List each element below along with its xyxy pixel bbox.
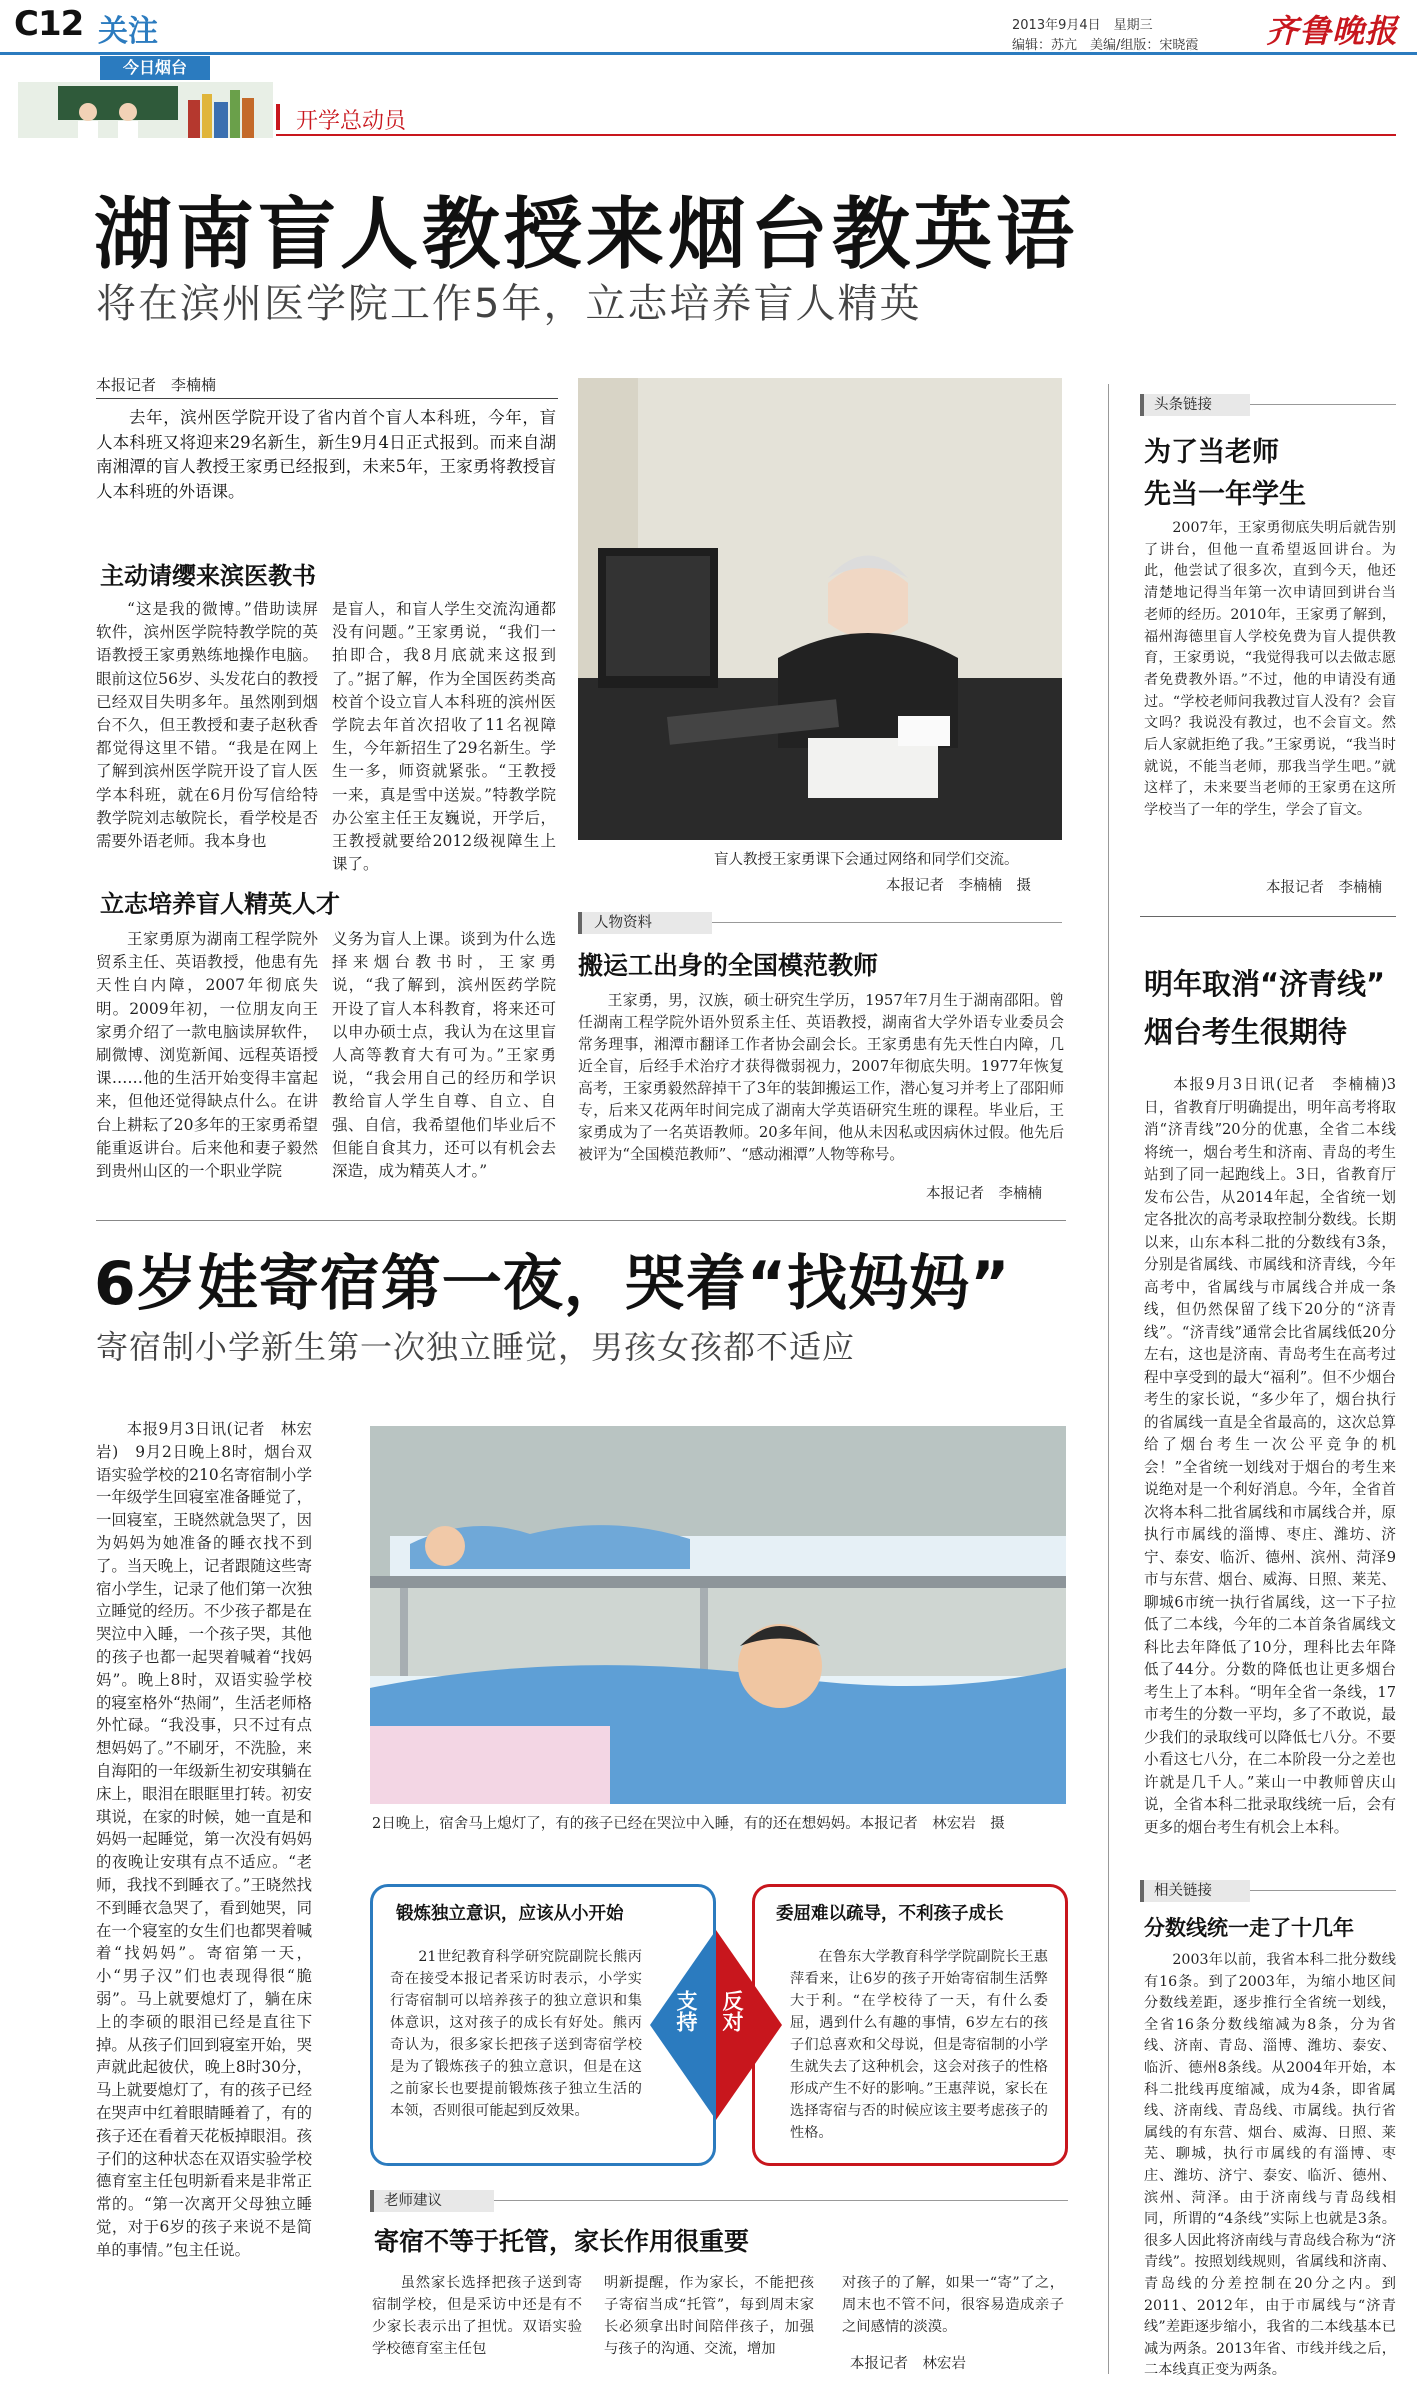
subsection-tab: 今日烟台 [100,56,210,80]
related-tag [1140,1880,1250,1902]
article1-title: 湖南盲人教授来烟台教英语 [94,190,1079,280]
sidebar1-tag-rule [1250,404,1396,405]
sidebar1-tag-label: 头条链接 [1154,397,1212,413]
professor-photo-credit: 本报记者 李楠楠 摄 [886,878,1031,894]
profile-credit: 本报记者 李楠楠 [926,1186,1042,1202]
advice-credit: 本报记者 林宏岩 [850,2356,966,2372]
section1-col-b: 是盲人，和盲人学生交流沟通都没有问题。”王家勇说，“我们一拍即合，我8月底就来这报到了。”据了解，作为全国医药类高校首个设立盲人本科班的滨州医学院去年首次招收了11名视障生，今年新招生了29名新生。学生一多，师资就紧张。“王教授一来，真是雪中送炭。”特教学院办公室主任王友巍说，开学后，王教授就要给2012级视障生上课了。 [332,600,556,874]
section2-heading: 立志培养盲人精英人才 [100,890,340,918]
page-number: C12 [14,4,84,44]
advice-col-c: 对孩子的了解，如果一“寄”了之，周末也不管不问，很容易造成亲子之间感情的淡漠。 [842,2275,1064,2335]
sidebar2-text: 本报9月3日讯(记者 李楠楠)3日，省教育厅明确提出，明年高考将取消“济青线”20分的优惠，全省二本线将统一，烟台考生和济南、青岛的考生站到了同一起跑线上。3日，省教育厅发布公告，从2014年起，全省统一划定各批次的高考录取控制分数线。长期以来，山东本科二批的分数线有3条，分别是省属线、市属线和济青线，今年高考中，省属线与市属线合并成一条线，但仍然保留了线下20分的“济青线”。“济青线”通常会比省属线低20分左右，这也是济南、青岛考生在高考过程中享受到的最大“福利”。但不少烟台考生的家长说，“多少年了，烟台执行的省属线一直是全省最高的，这次总算给了烟台考生一次公平竞争的机会！”全省统一划线对于烟台的考生来说绝对是一个利好消息。今年，全省首次将本科二批省属线和市属线合并，原执行市属线的淄博、枣庄、潍坊、济宁、泰安、临沂、德州、滨州、菏泽9市与东营、烟台、威海、日照、莱芜、聊城6市统一执行省属线，这一下子拉低了二本线，今年的二本首条省属线文科比去年降低了10分，理科比去年降低了44分。分数的降低也让更多烟台考生上了本科。“明年全省一条线，17市考生的分数一平均，多了不敢说，最少我们的录取线可以降低七八分。不要小看这七八分，在二本阶段一分之差也许就是几千人。”莱山一中教师曾庆山说，全省本科二批录取线统一后，会有更多的烟台考生有机会上本科。 [1144,1076,1396,1836]
sidebar1-credit: 本报记者 李楠楠 [1266,880,1382,896]
related-tag-label: 相关链接 [1154,1883,1212,1899]
related-text: 2003年以前，我省本科二批分数线有16条。到了2003年，为缩小地区间分数线差距，逐步推行全省统一划线，全省16条分数线缩减为8条，分为省线、济南、青岛、淄博、潍坊、泰安、临沂、德州8条线。从2004年开始，本科二批线再度缩减，成为4条，即省属线、济南线、青岛线、市属线。执行省属线的有东营、烟台、威海、日照、莱芜、聊城，执行市属线的有淄博、枣庄、潍坊、济宁、泰安、临沂、德州、滨州、菏泽。由于济南线与青岛线相同，所谓的“4条线”实际上也就是3条。很多人因此将济南线与青岛线合称为“济青线”。按照划线规则，省属线和济南、青岛线的分差控制在20分之内。到2011、2012年，由于市属线与“济青线”差距逐步缩小，我省的二本线基本已减为两条。2013年省、市线并线之后，二本线真正变为两条。 [1144,1952,1396,2379]
section2-col-a: 王家勇原为湖南工程学院外贸系主任、英语教授，他患有先天性白内障，2007年彻底失明。2009年初，一位朋友向王家勇介绍了一款电脑读屏软件，刷微博、浏览新闻、远程英语授课……他的生活开始变得丰富起来，但他还觉得缺点什么。在讲台上耕耘了20多年的王家勇希望能重返讲台。后来他和妻子毅然到贵州山区的一个职业学院 [96,930,318,1181]
oppose-label: 反对 [720,1990,744,2032]
support-text: 21世纪教育科学研究院副院长熊丙奇在接受本报记者采访时表示，小学实行寄宿制可以培养孩子的独立意识和集体意识，这对孩子的成长有好处。熊丙奇认为，很多家长把孩子送到寄宿学校是为了锻炼孩子的独立意识，但是在这之前家长也要提前锻炼孩子独立生活的本领，否则很可能起到反效果。 [390,1949,642,2119]
advice-tag [370,2190,494,2212]
article2-text: 本报9月3日讯(记者 林宏岩) 9月2日晚上8时，烟台双语实验学校的210名寄宿制小学一年级学生回寝室准备睡觉了，一回寝室，王晓然就急哭了，因为妈妈为她准备的睡衣找不到了。当天晚上，记者跟随这些寄宿小学生，记录了他们第一次独立睡觉的经历。不少孩子都是在哭泣中入睡，一个孩子哭，其他的孩子也都一起哭着喊着“找妈妈”。晚上8时，双语实验学校的寝室格外“热闹”，生活老师格外忙碌。“我没事，只不过有点想妈妈了。”不刷牙，不洗脸，来自海阳的一年级新生初安琪躺在床上，眼泪在眼眶里打转。初安琪说，在家的时候，她一直是和妈妈一起睡觉，第一次没有妈妈的夜晚让安琪有点不适应。“老师，我找不到睡衣了。”王晓然找不到睡衣急哭了，看到她哭，同在一个寝室的女生们也都哭着喊着“找妈妈”。寄宿第一天，小“男子汉”们也表现得很“脆弱”。马上就要熄灯了，躺在床上的李硕的眼泪已经是直往下掉。从孩子们回到寝室开始，哭声就此起彼伏，晚上8时30分，马上就要熄灯了，有的孩子已经在哭声中红着眼睛睡着了，有的孩子还在看着天花板掉眼泪。孩子们的这种状态在双语实验学校德育室主任包明新看来是非常正常的。“第一次离开父母独立睡觉，对于6岁的孩子来说不是简单的事情。”包主任说。 [96,1420,312,2259]
sidebar1-end-rule [1140,916,1396,917]
dormitory-caption-text: 2日晚上，宿舍马上熄灯了，有的孩子已经在哭泣中入睡，有的还在想妈妈。 [372,1816,860,1832]
related-tag-rule [1250,1890,1396,1891]
oppose-text: 在鲁东大学教育科学学院副院长王惠萍看来，让6岁的孩子开始寄宿制生活弊大于利。“在学校待了一天，有什么委屈，遇到什么有趣的事情，6岁左右的孩子们总喜欢和父母说，但是寄宿制的小学生就失去了这种机会，这会对孩子的性格形成产生不好的影响。”王惠萍说，家长在选择寄宿与否的时候应该主要考虑孩子的性格。 [790,1949,1048,2141]
advice-tag-rule [494,2200,1068,2201]
article2-title: 6岁娃寄宿第一夜，哭着“找妈妈” [94,1249,1011,1319]
sidebar2-title-line2: 烟台考生很期待 [1144,1015,1348,1049]
article1-subtitle: 将在滨州医学院工作5年，立志培养盲人精英 [96,281,922,327]
article2-subtitle: 寄宿制小学新生第一次独立睡觉，男孩女孩都不适应 [96,1328,856,1366]
header-rule [0,52,1417,55]
article1-lead: 去年，滨州医学院开设了省内首个盲人本科班，今年，盲人本科班又将迎来29名新生，新生9月4日正式报到。而来自湖南湘潭的盲人教授王家勇已经报到，未来5年，王家勇将教授盲人本科班的外语课。 [96,408,556,501]
advice-title: 寄宿不等于托管，家长作用很重要 [374,2227,750,2256]
article1-byline: 本报记者 李楠楠 [96,376,217,394]
advice-col-b: 明新提醒，作为家长，不能把孩子寄宿当成“托管”，每到周末家长必须拿出时间陪伴孩子，加强与孩子的沟通、交流，增加 [604,2275,814,2357]
dormitory-photo-caption [372,1812,1005,1833]
sidebar1-text: 2007年，王家勇彻底失明后就告别了讲台，但他一直希望返回讲台。为此，他尝试了很多次，直到今天，他还清楚地记得当年第一次申请回到讲台当老师的经历。2010年，王家勇了解到，福州海德里盲人学校免费为盲人提供教育，王家勇说，“我觉得我可以去做志愿者免费教外语。”不过，他的申请没有通过。“学校老师问我教过盲人没有？会盲文吗？我说没有教过，也不会盲文。然后人家就拒绝了我。”王家勇说，“我当时就说，不能当老师，那我当学生吧。”就这样了，未来要当老师的王家勇在这所学校当了一年的学生，学会了盲文。 [1144,520,1396,819]
sidebar1-tag [1140,394,1250,416]
profile-text: 王家勇，男，汉族，硕士研究生学历，1957年7月生于湖南邵阳。曾任湖南工程学院外语外贸系主任、英语教授，湖南省大学外语专业委员会常务理事，湘潭市翻译工作者协会副会长。王家勇患有先天性白内障，几近全盲，后经手术治疗才获得微弱视力，2007年彻底失明。1977年恢复高考，王家勇毅然辞掉干了3年的装卸搬运工作，潜心复习并考上了邵阳师专，后来又花两年时间完成了湖南大学英语研究生班的课程。毕业后，王家勇成为了一名英语教师。20多年间，他从未因私或因病休过假。他先后被评为“全国模范教师”、“感动湘潭”人物等称号。 [578,992,1064,1163]
support-label: 支持 [674,1990,698,2032]
byline-rule [96,398,558,399]
professor-photo [578,378,1062,840]
editor-credits: 编辑：苏亢 美编/组版：宋晓霞 [1012,38,1199,53]
professor-photo-caption: 盲人教授王家勇课下会通过网络和同学们交流。 [714,852,1019,868]
sidebar-divider [1108,384,1109,2374]
section2-col-b: 义务为盲人上课。谈到为什么选择来烟台教书时，王家勇说，“我了解到，滨州医药学院开设了盲人本科教育，将来还可以申办硕士点，我认为在这里盲人高等教育大有可为。”王家勇说，“我会用自己的经历和学识教给盲人学生自尊、自立、自强、自信，我希望他们毕业后不但能自食其力，还可以有机会去深造，成为精英人才。” [332,930,556,1181]
column-marker [276,104,280,130]
profile-rule [712,922,1062,923]
section1-heading: 主动请缨来滨医教书 [100,562,316,590]
profile-title: 搬运工出身的全国模范教师 [578,951,879,980]
advice-col-a: 虽然家长选择把孩子送到寄宿制学校，但是采访中还是有不少家长表示出了担忧。双语实验学校德育室主任包 [372,2275,582,2357]
oppose-title: 委屈难以疏导，不利孩子成长 [772,1900,1008,1925]
profile-tag [578,912,712,934]
support-title: 锻炼独立意识，应该从小开始 [392,1900,628,1925]
dormitory-photo [370,1426,1066,1804]
article2-top-rule [96,1220,1066,1221]
sidebar1-title-line2: 先当一年学生 [1144,479,1306,510]
sidebar2-title-line1: 明年取消“济青线” [1144,967,1386,1001]
issue-date: 2013年9月4日 星期三 [1012,18,1153,33]
dormitory-caption-credit: 本报记者 林宏岩 摄 [859,1816,1005,1832]
column-title: 开学总动员 [296,109,407,134]
masthead-logo: 齐鲁晚报 [1266,12,1399,50]
section-name: 关注 [98,14,158,49]
section1-col-a: “这是我的微博。”借助读屏软件，滨州医学院特教学院的英语教授王家勇熟练地操作电脑。眼前这位56岁、头发花白的教授已经双目失明多年。虽然刚到烟台不久，但王教授和妻子赵秋香都觉得这里不错。“我是在网上了解到滨州医学院开设了盲人医学本科班，就在6月份写信给特教学院刘志敏院长，看学校是否需要外语老师。我本身也 [96,600,318,851]
advice-tag-label: 老师建议 [384,2193,442,2209]
sidebar1-title-line1: 为了当老师 [1144,437,1279,468]
header-illustration [18,82,273,138]
profile-tag-label: 人物资料 [594,915,652,931]
column-rule [276,134,1396,136]
related-title: 分数线统一走了十几年 [1144,1916,1354,1940]
